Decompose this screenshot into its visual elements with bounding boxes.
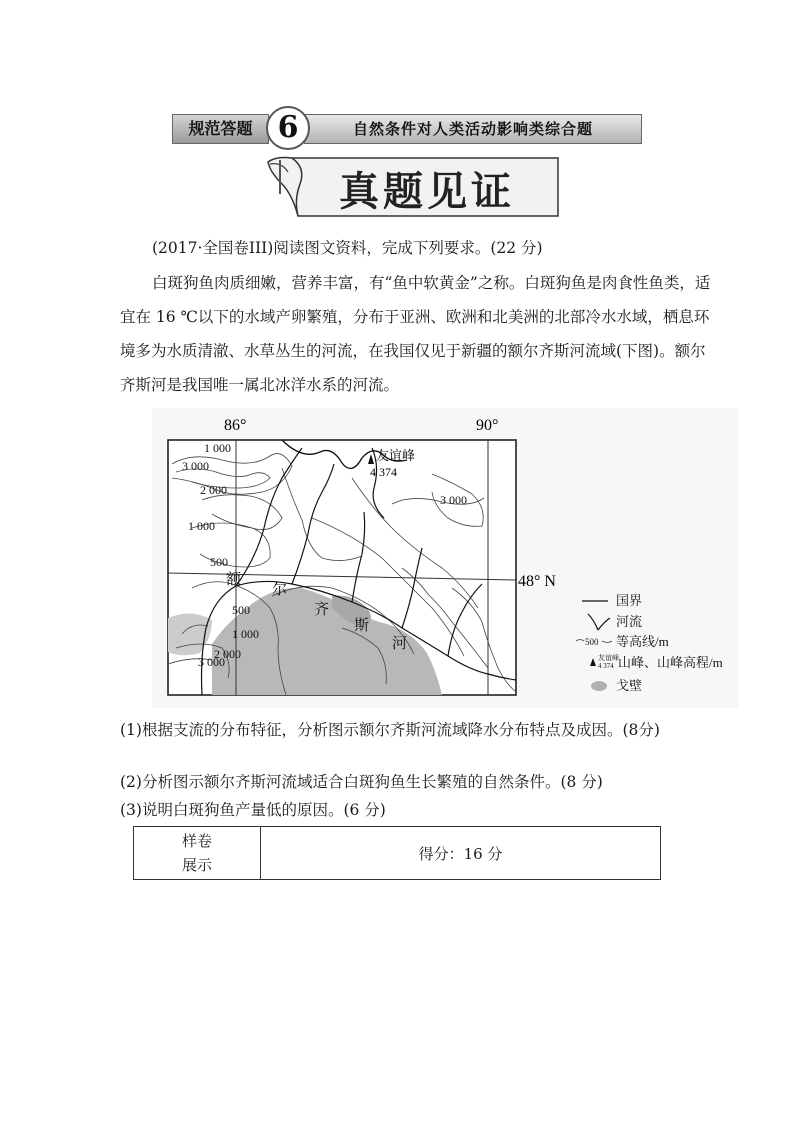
contour-label: 3 000 xyxy=(440,493,467,507)
peak-name: 友谊峰 xyxy=(376,448,416,463)
legend-peak-sample-elev: 4 374 xyxy=(598,662,614,670)
section-title-scroll xyxy=(262,154,562,224)
contour-label: 2 000 xyxy=(200,483,227,497)
section-banner xyxy=(172,110,642,144)
contour-label: 3 000 xyxy=(198,655,225,669)
irtysh-basin-map xyxy=(152,408,738,708)
question-3: (3)说明白斑狗鱼产量低的原因。(6 分) xyxy=(120,801,386,819)
river-label-char: 齐 xyxy=(314,602,330,618)
legend-gobi-symbol xyxy=(591,681,607,691)
question-2: (2)分析图示额尔齐斯河流域适合白斑狗鱼生长繁殖的自然条件。(8 分) xyxy=(120,773,603,791)
question-body: 白斑狗鱼肉质细嫩，营养丰富，有“鱼中软黄金”之称。白斑狗鱼是肉食性鱼类，适宜在 16 ℃以下的水域产卵繁殖，分布于亚洲、欧洲和北美洲的北部冷水水域，栖息环境多为水质清澈、水草丛生的河流，在我国仅见于新疆的额尔齐斯河流域(下图)。额尔齐斯河是我国唯一属北冰洋水系的河流。 xyxy=(120,274,711,394)
contour-label: 1 000 xyxy=(188,519,215,533)
contour-label: 1 000 xyxy=(232,627,259,641)
legend-label: 等高线/m xyxy=(616,634,669,649)
contour-label: 1 000 xyxy=(204,441,231,455)
legend-label: 山峰、山峰高程/m xyxy=(618,655,723,670)
question-1: (1)根据支流的分布特征，分析图示额尔齐斯河流域降水分布特点及成因。(8分) xyxy=(120,721,660,739)
river-label-char: 额 xyxy=(226,572,242,588)
banner-number: 6 xyxy=(266,106,310,150)
sample-label-line2: 展示 xyxy=(181,856,212,874)
legend-contour-sample: 500 xyxy=(585,637,599,647)
legend-peak-sample-name: 友谊峰 xyxy=(598,654,619,662)
lon-label-86: 86° xyxy=(224,417,247,434)
contour-label: 500 xyxy=(232,603,250,617)
banner-label: 规范答题 xyxy=(172,114,269,144)
legend-label: 国界 xyxy=(616,593,643,608)
banner-topic: 自然条件对人类活动影响类综合题 xyxy=(304,114,642,144)
peak-elevation: 4 374 xyxy=(370,465,397,479)
contour-label: 3 000 xyxy=(182,459,209,473)
legend-label: 戈壁 xyxy=(616,678,643,693)
river-label-char: 河 xyxy=(392,636,408,652)
contour-label: 500 xyxy=(210,555,228,569)
contour-label: 2 000 xyxy=(214,647,241,661)
sample-score-table xyxy=(133,826,661,880)
lat-label-48: 48° N xyxy=(518,573,556,590)
score-cell: 得分：16 分 xyxy=(261,827,661,880)
river-label-char: 斯 xyxy=(354,618,370,634)
section-title: 真题见证 xyxy=(339,168,515,215)
legend-label: 河流 xyxy=(616,614,643,629)
sample-label-line1: 样卷 xyxy=(181,832,212,850)
sample-label-cell xyxy=(134,827,261,880)
lon-label-90: 90° xyxy=(476,417,499,434)
question-intro: (2017·全国卷III)阅读图文资料，完成下列要求。(22 分) xyxy=(152,239,543,257)
river-label-char: 尔 xyxy=(272,582,288,598)
